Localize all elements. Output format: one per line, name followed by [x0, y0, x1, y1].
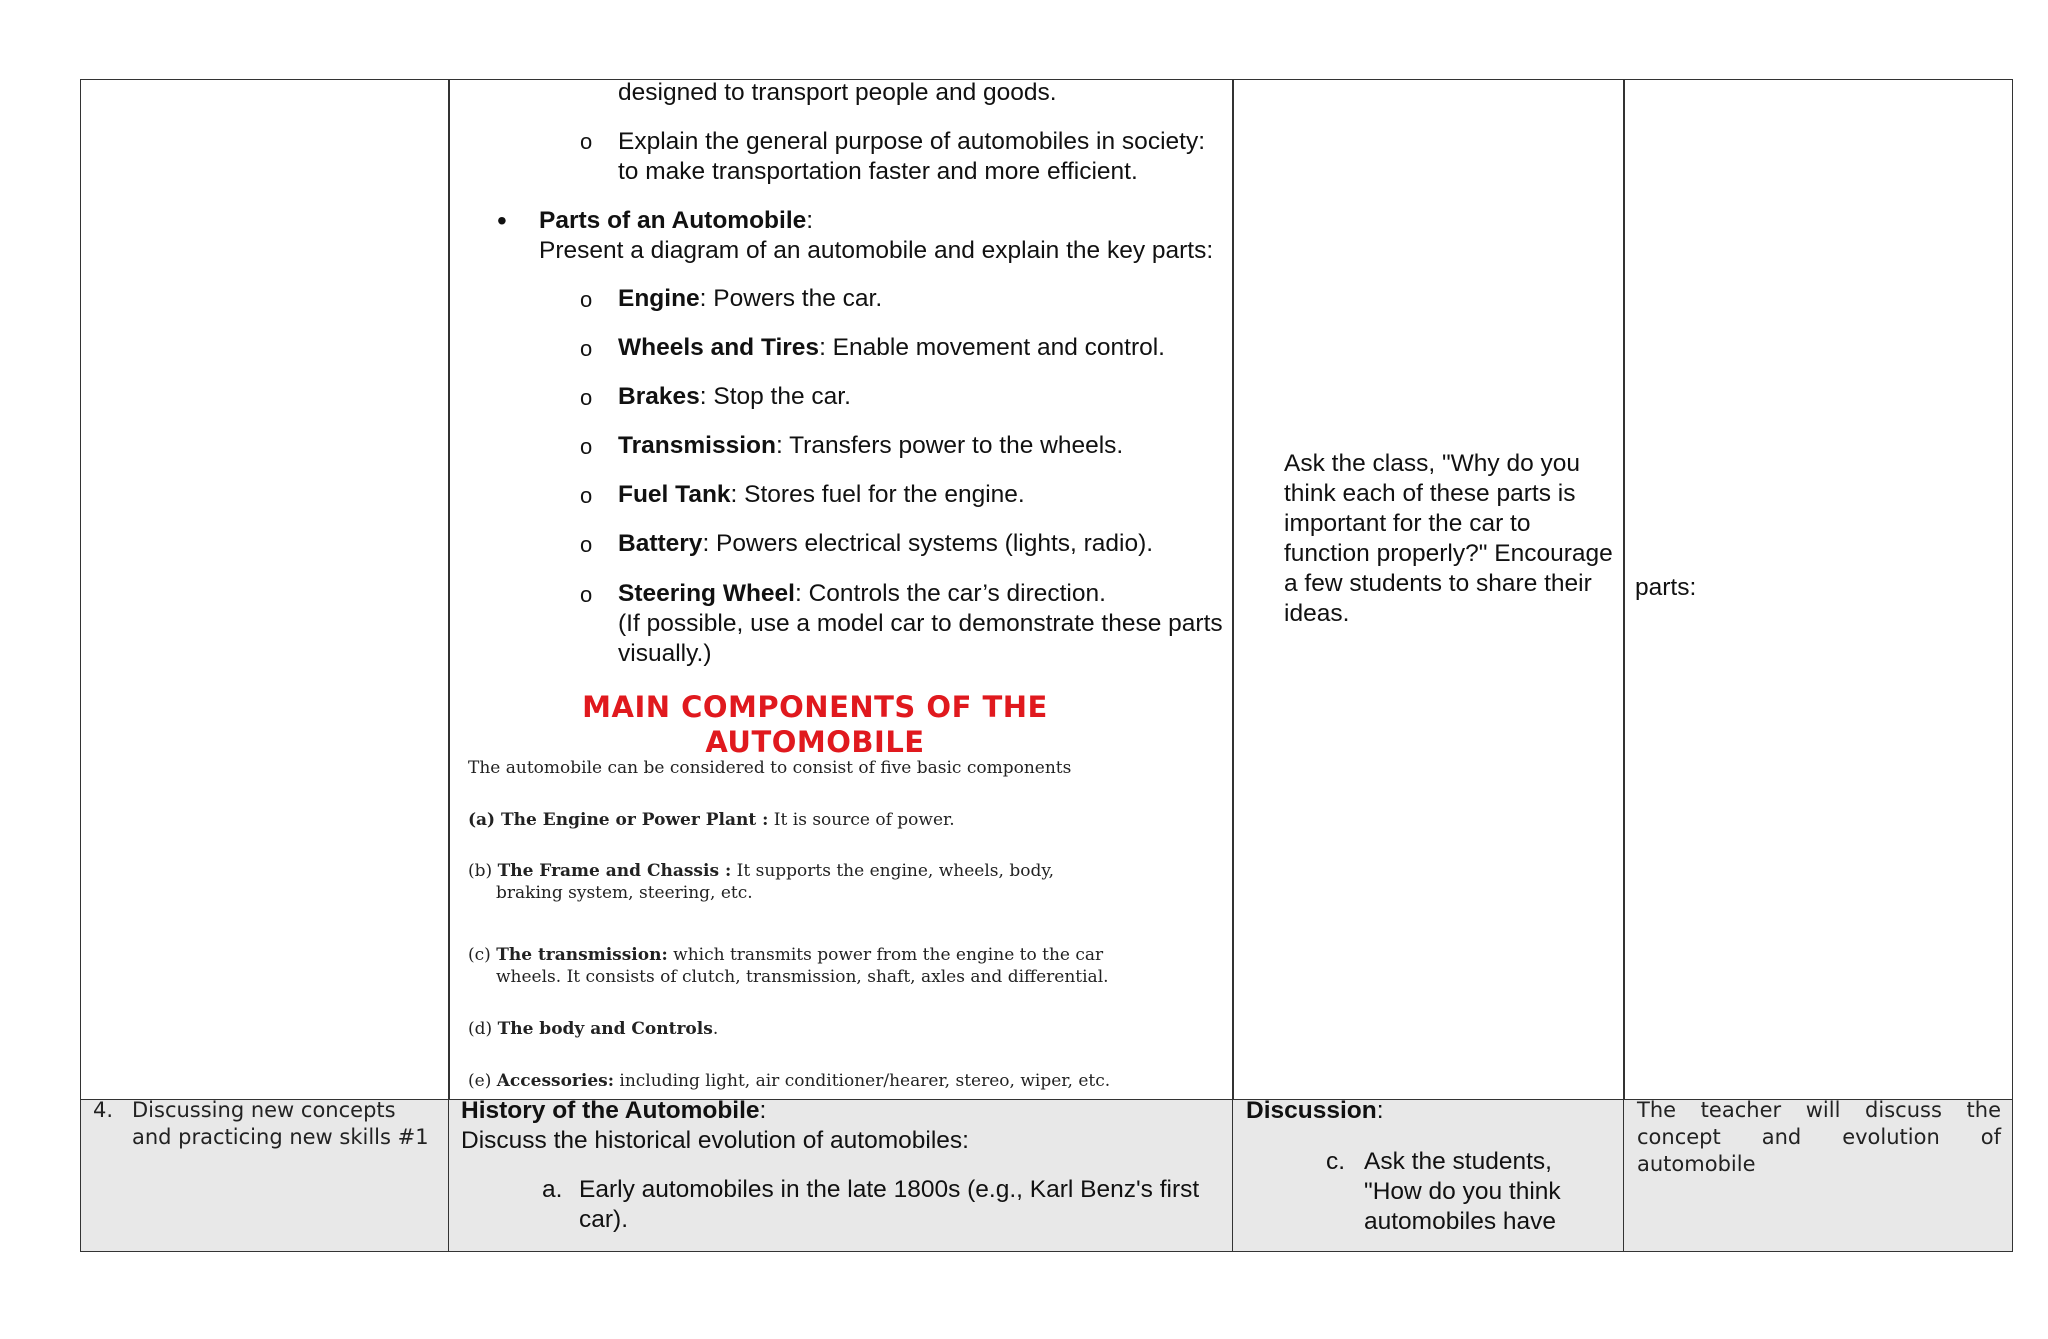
parts-heading: [539, 206, 813, 237]
part-item-fuel-tank: [618, 480, 1025, 511]
teacher-note-line: concept and evolution of: [1637, 1125, 2001, 1149]
part-item-brakes: [618, 382, 851, 413]
snippet-label: (a): [468, 810, 502, 830]
part-item-wheels: [618, 333, 1165, 364]
snippet-term: The body and Controls: [497, 1019, 713, 1039]
sub-bullet-icon: o: [580, 434, 593, 459]
snippet-label: (c): [468, 945, 497, 965]
snippet-label: (e): [468, 1071, 497, 1091]
history-item-line-2: car).: [579, 1206, 628, 1233]
part-term: Fuel Tank: [618, 481, 731, 508]
activity-line: ideas.: [1284, 600, 1350, 627]
part-desc: : Stop the car.: [699, 383, 851, 410]
sub-bullet-icon: o: [580, 385, 593, 410]
snippet-desc: which transmits power from the engine to the car: [667, 945, 1104, 965]
part-desc: : Enable movement and control.: [819, 334, 1165, 361]
part-term: Brakes: [618, 383, 700, 410]
part-term: Steering Wheel: [618, 580, 795, 607]
sub-bullet-icon: o: [580, 129, 593, 154]
sub-bullet-icon: o: [580, 483, 593, 508]
teacher-note-line: The teacher will discuss the: [1637, 1098, 2001, 1122]
discussion-heading-text: Discussion: [1246, 1097, 1377, 1124]
parts-heading-text: Parts of an Automobile: [539, 207, 807, 234]
activity-line: function properly?" Encourage: [1284, 540, 1613, 567]
model-note-line-1: (If possible, use a model car to demonstrate these parts: [618, 610, 1223, 637]
snippet-term: The Frame and Chassis :: [497, 861, 732, 881]
step-title-line-2: and practicing new skills #1: [132, 1125, 429, 1149]
part-item-engine: [618, 284, 882, 315]
discussion-heading: [1246, 1096, 1384, 1127]
parts-intro: Present a diagram of an automobile and explain the key parts:: [539, 237, 1214, 264]
snippet-item-e: [468, 1070, 1110, 1092]
snippet-desc: .: [712, 1019, 719, 1039]
step-number: 4.: [93, 1098, 114, 1122]
activity-line: think each of these parts is: [1284, 480, 1576, 507]
snippet-item-c: [468, 944, 1103, 966]
sub-bullet-icon: o: [580, 287, 593, 312]
sub-bullet-icon: o: [580, 532, 593, 557]
snippet-title-line-1: MAIN COMPONENTS OF THE: [582, 690, 1048, 724]
part-item-transmission: [618, 431, 1123, 462]
part-term: Transmission: [618, 432, 776, 459]
snippet-item-a: [468, 809, 955, 831]
discussion-line: Ask the students,: [1364, 1148, 1552, 1175]
history-intro: Discuss the historical evolution of automobiles:: [461, 1127, 969, 1154]
continued-line: designed to transport people and goods.: [618, 79, 1057, 106]
upper-row-col1-cell: [80, 79, 450, 1101]
part-term: Engine: [618, 285, 700, 312]
part-desc: : Powers the car.: [699, 285, 883, 312]
step-title-line-1: Discussing new concepts: [132, 1098, 396, 1122]
part-desc: : Controls the car’s direction.: [794, 580, 1106, 607]
snippet-title-line-2: AUTOMOBILE: [705, 725, 925, 759]
components-snippet-image: [460, 685, 1220, 1093]
part-term: Battery: [618, 530, 703, 557]
history-heading-colon: :: [759, 1097, 767, 1124]
bullet-icon: •: [497, 205, 507, 236]
part-item-steering: [618, 579, 1106, 610]
snippet-item-d: [468, 1018, 718, 1040]
snippet-desc: It supports the engine, wheels, body,: [731, 861, 1055, 881]
parts-heading-colon: :: [806, 207, 814, 234]
purpose-line-1: Explain the general purpose of automobiles in society:: [618, 128, 1205, 155]
snippet-term: The Engine or Power Plant :: [501, 810, 769, 830]
part-desc: : Powers electrical systems (lights, radio).: [702, 530, 1154, 557]
teacher-note-line: automobile: [1637, 1152, 1756, 1176]
part-desc: : Transfers power to the wheels.: [775, 432, 1124, 459]
col4-parts-text: parts:: [1635, 574, 1697, 601]
discussion-line: automobiles have: [1364, 1208, 1557, 1235]
snippet-term: Accessories:: [496, 1071, 614, 1091]
history-item-line-1: Early automobiles in the late 1800s (e.g., Karl Benz's first: [579, 1176, 1200, 1203]
activity-line: important for the car to: [1284, 510, 1531, 537]
model-note-line-2: visually.): [618, 640, 712, 667]
snippet-item-b-cont: braking system, steering, etc.: [496, 883, 753, 903]
discussion-heading-colon: :: [1376, 1097, 1384, 1124]
history-heading-text: History of the Automobile: [461, 1097, 760, 1124]
history-heading: [461, 1096, 766, 1127]
snippet-term: The transmission:: [496, 945, 668, 965]
activity-line: a few students to share their: [1284, 570, 1592, 597]
snippet-label: (d): [468, 1019, 498, 1039]
sub-bullet-icon: o: [580, 582, 593, 607]
snippet-label: (b): [468, 861, 498, 881]
part-term: Wheels and Tires: [618, 334, 820, 361]
part-item-battery: [618, 529, 1153, 560]
snippet-intro: The automobile can be considered to consist of five basic components: [468, 758, 1072, 778]
activity-line: Ask the class, "Why do you: [1284, 450, 1581, 477]
history-item-label: a.: [542, 1176, 563, 1203]
snippet-desc: including light, air conditioner/hearer, stereo, wiper, etc.: [614, 1071, 1111, 1091]
snippet-item-c-cont: wheels. It consists of clutch, transmission, shaft, axles and differential.: [496, 967, 1109, 987]
snippet-desc: It is source of power.: [768, 810, 955, 830]
discussion-line: "How do you think: [1364, 1178, 1561, 1205]
snippet-item-b: [468, 860, 1054, 882]
part-desc: : Stores fuel for the engine.: [730, 481, 1025, 508]
purpose-line-2: to make transportation faster and more efficient.: [618, 158, 1138, 185]
discussion-item-label: c.: [1326, 1148, 1346, 1175]
sub-bullet-icon: o: [580, 336, 593, 361]
